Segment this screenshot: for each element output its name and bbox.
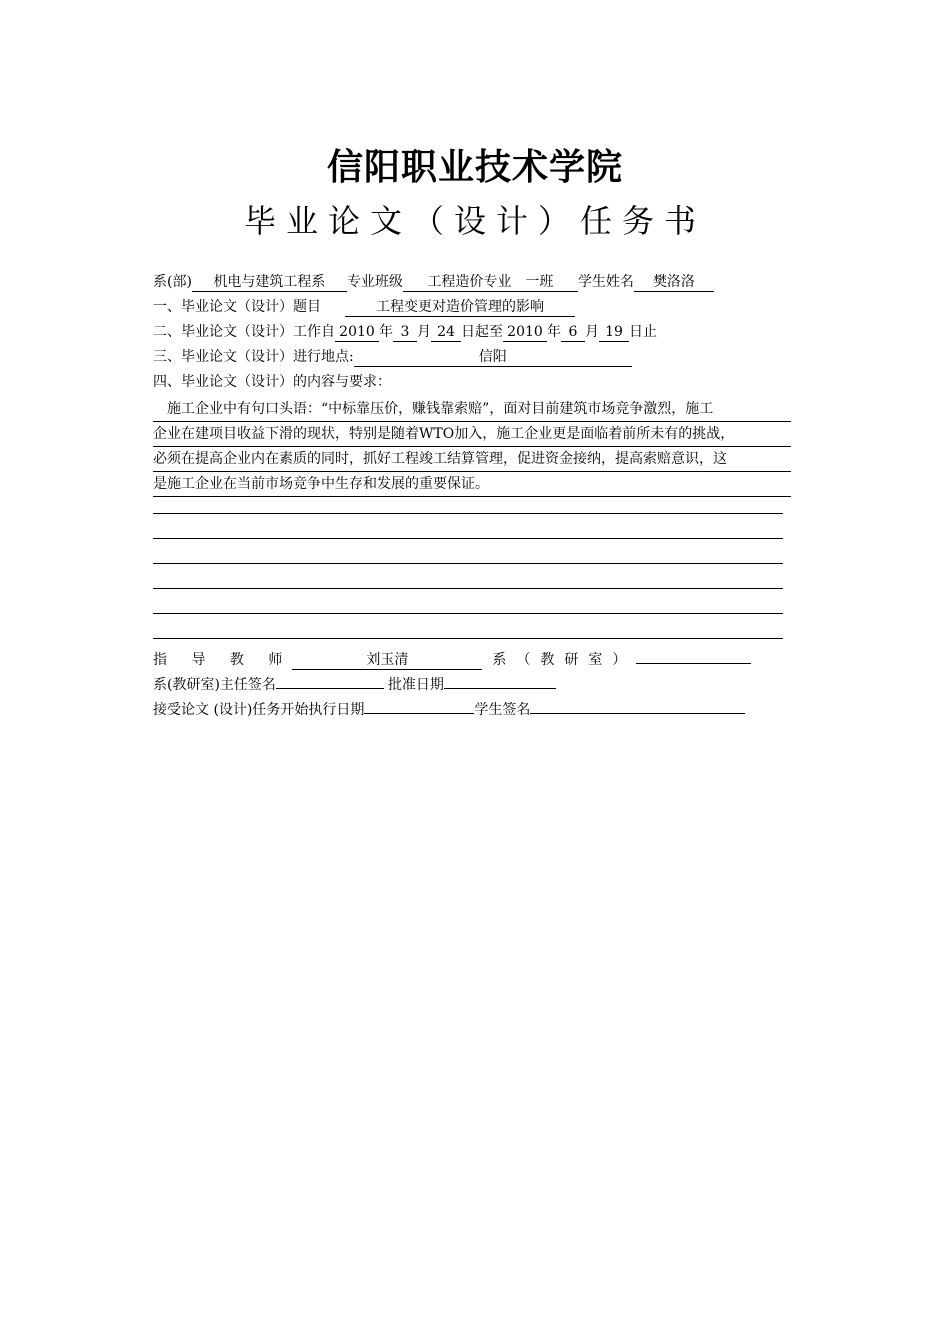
- month-label-1: 月: [417, 324, 431, 340]
- start-month: 3: [393, 323, 417, 342]
- blank-line: [153, 513, 783, 514]
- period-row: [153, 322, 657, 342]
- document-title: 毕业论文（设计）任务书: [243, 202, 706, 240]
- start-date-line[interactable]: [364, 697, 474, 714]
- year-label-2: 年: [547, 324, 561, 340]
- blank-line: [153, 638, 783, 639]
- topic-label: 一、毕业论文（设计）题目: [153, 299, 321, 315]
- director-signature-line[interactable]: [276, 672, 384, 689]
- topic-value: 工程变更对造价管理的影响: [345, 298, 575, 317]
- requirements-content: [153, 397, 791, 497]
- approve-date-line[interactable]: [444, 672, 556, 689]
- student-signature-line[interactable]: [530, 697, 745, 714]
- location-value: 信阳: [354, 348, 632, 367]
- name-value: 樊洛洛: [634, 273, 714, 292]
- requirements-line-1: 施工企业中有句口头语：“中标靠压价，赚钱靠索赔”，面对目前建筑市场竞争激烈，施工: [153, 397, 791, 422]
- advisor-row: [153, 647, 751, 670]
- advisor-value: 刘玉清: [292, 651, 482, 670]
- blank-line: [153, 563, 783, 564]
- month-label-2: 月: [585, 324, 599, 340]
- blank-line: [153, 538, 783, 539]
- dept-label: 系(部): [153, 274, 192, 290]
- end-month: 6: [561, 323, 585, 342]
- start-label: 接受论文 (设计)任务开始执行日期: [153, 702, 365, 718]
- topic-row: [153, 297, 575, 317]
- school-title: 信阳职业技术学院: [326, 147, 623, 188]
- director-row: [153, 672, 556, 695]
- end-label: 日止: [629, 324, 657, 340]
- director-label: 系(教研室)主任签名: [153, 677, 276, 693]
- start-year: 2010: [335, 323, 379, 342]
- class-value: 工程造价专业 一班: [403, 273, 578, 292]
- approve-label: 批准日期: [387, 677, 444, 693]
- blank-line: [153, 588, 783, 589]
- requirements-line-4: 是施工企业在当前市场竞争中生存和发展的重要保证。: [153, 472, 791, 497]
- end-day: 19: [599, 323, 629, 342]
- class-label: 专业班级: [346, 274, 403, 290]
- requirements-label: 四、毕业论文（设计）的内容与要求：: [153, 374, 391, 390]
- student-label: 学生签名: [474, 702, 531, 718]
- location-row: [153, 347, 632, 367]
- end-year: 2010: [503, 323, 547, 342]
- period-label: 二、毕业论文（设计）工作自: [153, 324, 335, 340]
- requirements-line-3: 必须在提高企业内在素质的同时，抓好工程竣工结算管理，促进资金接纳，提高索赔意识，这: [153, 447, 791, 472]
- dept-value: 机电与建筑工程系: [192, 273, 347, 292]
- requirements-line-2: 企业在建项目收益下滑的现状，特别是随着WTO加入，施工企业更是面临着前所未有的挑战，: [153, 422, 791, 447]
- blank-line: [153, 613, 783, 614]
- mid-label: 日起至: [461, 324, 503, 340]
- office-signature-line[interactable]: [636, 647, 751, 664]
- name-label: 学生姓名: [577, 274, 634, 290]
- office-label: 系（教研室）: [492, 652, 637, 668]
- location-label: 三、毕业论文（设计）进行地点:: [153, 349, 354, 365]
- student-info-row: [153, 272, 714, 292]
- year-label-1: 年: [379, 324, 393, 340]
- start-day: 24: [431, 323, 461, 342]
- advisor-label: 指 导 教 师: [153, 652, 293, 668]
- start-row: [153, 697, 745, 720]
